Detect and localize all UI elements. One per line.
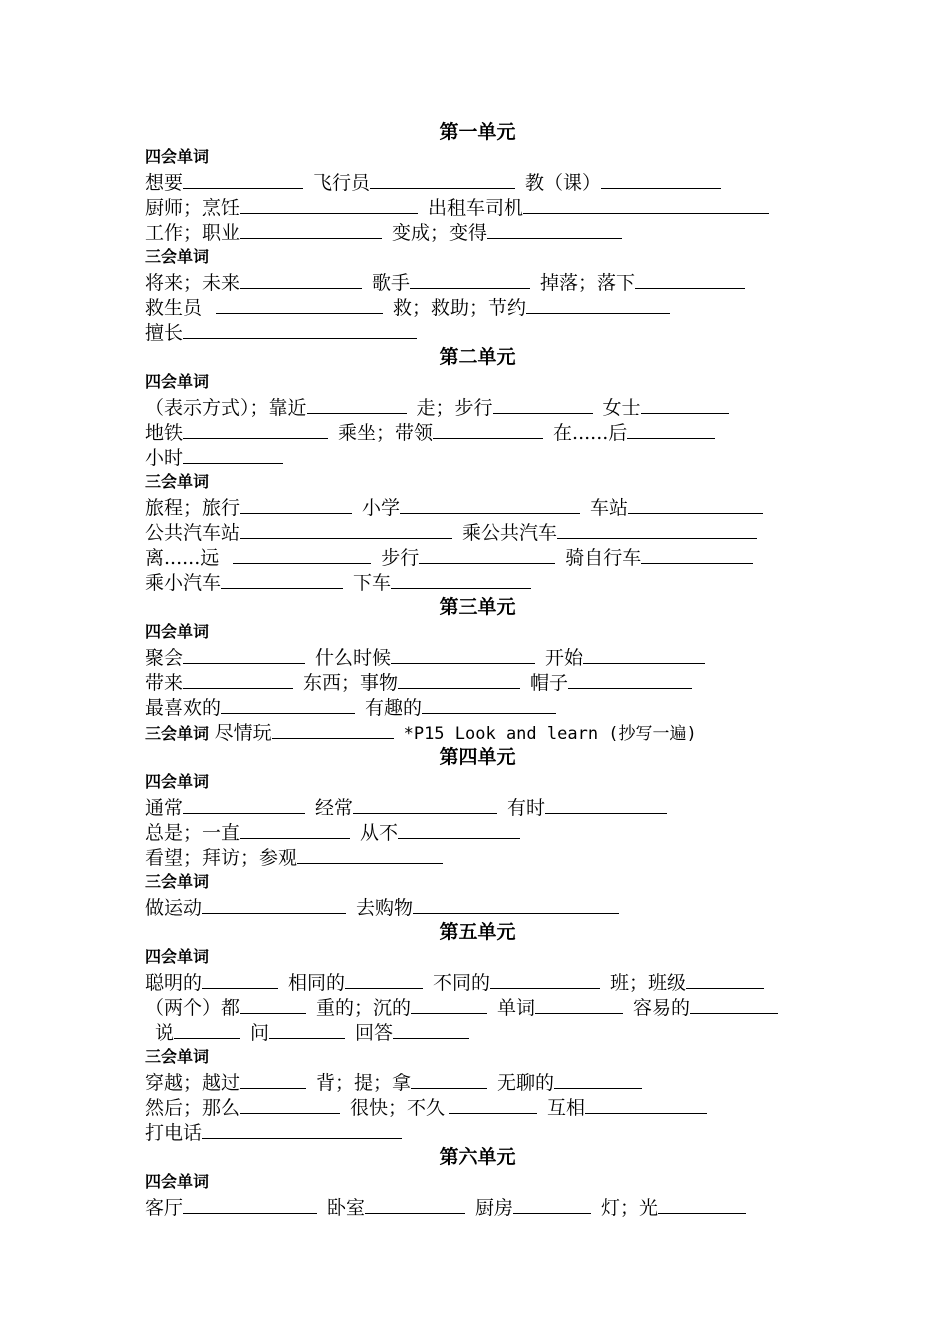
vocab-word: 小学 xyxy=(362,497,401,519)
answer-blank[interactable] xyxy=(628,495,763,514)
vocab-row xyxy=(145,420,810,445)
category-label: 四会单词 xyxy=(145,1172,210,1191)
category-label: 三会单词 xyxy=(145,1047,210,1066)
vocab-row xyxy=(145,1095,810,1120)
category-row xyxy=(145,720,810,745)
answer-blank[interactable] xyxy=(272,720,394,739)
vocab-word: 班；班级 xyxy=(610,972,687,994)
answer-blank[interactable] xyxy=(353,795,497,814)
vocab-word: 掉落；落下 xyxy=(540,272,636,294)
vocab-word: 无聊的 xyxy=(497,1072,555,1094)
vocab-word: 乘小汽车 xyxy=(145,572,222,594)
answer-blank[interactable] xyxy=(686,970,764,989)
category-label: 四会单词 xyxy=(145,622,210,641)
answer-blank[interactable] xyxy=(345,970,423,989)
vocab-row xyxy=(145,170,810,195)
vocab-word: 擅长 xyxy=(145,322,184,344)
vocab-word: 歌手 xyxy=(372,272,411,294)
answer-blank[interactable] xyxy=(690,995,778,1014)
vocab-word: 变成；变得 xyxy=(392,222,488,244)
answer-blank[interactable] xyxy=(240,195,418,214)
vocab-word: 旅程；旅行 xyxy=(145,497,241,519)
vocab-word: 将来；未来 xyxy=(145,272,241,294)
answer-blank[interactable] xyxy=(557,520,757,539)
vocab-word: 步行 xyxy=(381,547,420,569)
answer-blank[interactable] xyxy=(240,820,350,839)
vocab-word: 聪明的 xyxy=(145,972,203,994)
category-label: 三会单词 xyxy=(145,872,210,891)
vocab-word: 救生员 xyxy=(145,297,203,319)
vocab-word: 开始 xyxy=(545,647,584,669)
vocab-row xyxy=(145,995,810,1020)
answer-blank[interactable] xyxy=(585,1095,707,1114)
vocab-row xyxy=(145,695,810,720)
vocab-row xyxy=(145,645,810,670)
worksheet xyxy=(145,120,810,1220)
answer-blank[interactable] xyxy=(398,820,520,839)
unit-title: 第三单元 xyxy=(439,596,516,618)
answer-blank[interactable] xyxy=(411,1070,487,1089)
vocab-word: 飞行员 xyxy=(313,172,371,194)
vocab-word: 帽子 xyxy=(530,672,569,694)
vocab-word: 乘坐；带领 xyxy=(338,422,434,444)
vocab-word: 卧室 xyxy=(327,1197,366,1219)
answer-blank[interactable] xyxy=(583,645,705,664)
vocab-word: 客厅 xyxy=(145,1197,184,1219)
vocab-word: 去购物 xyxy=(356,897,414,919)
answer-blank[interactable] xyxy=(487,220,622,239)
note-text: *P15 Look and learn (抄写一遍) xyxy=(403,724,697,744)
vocab-word: （两个）都 xyxy=(145,997,241,1019)
vocab-word: 灯；光 xyxy=(601,1197,659,1219)
answer-blank[interactable] xyxy=(523,195,769,214)
answer-blank[interactable] xyxy=(216,295,383,314)
vocab-word: 什么时候 xyxy=(315,647,392,669)
answer-blank[interactable] xyxy=(233,545,371,564)
vocab-word: 不同的 xyxy=(433,972,491,994)
vocab-row xyxy=(145,1070,810,1095)
unit-title: 第四单元 xyxy=(439,746,516,768)
vocab-row xyxy=(145,895,810,920)
category-label: 三会单词 xyxy=(145,247,210,266)
answer-blank[interactable] xyxy=(240,1070,306,1089)
vocab-word: 有时 xyxy=(507,797,546,819)
vocab-word: 聚会 xyxy=(145,647,184,669)
answer-blank[interactable] xyxy=(398,670,520,689)
vocab-word: 看望；拜访；参观 xyxy=(145,847,298,869)
answer-blank[interactable] xyxy=(545,795,667,814)
answer-blank[interactable] xyxy=(391,645,535,664)
category-label: 三会单词 xyxy=(145,724,215,743)
answer-blank[interactable] xyxy=(183,420,328,439)
vocab-row xyxy=(145,970,810,995)
vocab-word: 工作；职业 xyxy=(145,222,241,244)
category-label: 四会单词 xyxy=(145,372,210,391)
answer-blank[interactable] xyxy=(269,1020,345,1039)
vocab-word: 很快；不久 xyxy=(350,1097,446,1119)
vocab-word: 在......后 xyxy=(553,422,628,444)
vocab-word: 经常 xyxy=(315,797,354,819)
vocab-row xyxy=(145,270,810,295)
answer-blank[interactable] xyxy=(240,995,306,1014)
vocab-word: 女士 xyxy=(602,397,641,419)
vocab-row xyxy=(145,295,810,320)
vocab-word: 最喜欢的 xyxy=(145,697,222,719)
answer-blank[interactable] xyxy=(526,295,670,314)
answer-blank[interactable] xyxy=(493,395,593,414)
vocab-word: 然后；那么 xyxy=(145,1097,241,1119)
vocab-word: 骑自行车 xyxy=(565,547,642,569)
vocab-row xyxy=(145,1195,810,1220)
answer-blank[interactable] xyxy=(240,495,352,514)
answer-blank[interactable] xyxy=(202,1120,402,1139)
vocab-word: 厨师；烹饪 xyxy=(145,197,241,219)
vocab-word: 回答 xyxy=(355,1022,394,1044)
unit-title: 第一单元 xyxy=(439,121,516,143)
vocab-word: 走；步行 xyxy=(416,397,493,419)
vocab-word: 问 xyxy=(250,1022,270,1044)
vocab-row xyxy=(145,195,810,220)
category-label: 四会单词 xyxy=(145,772,210,791)
vocab-word: 背；提；拿 xyxy=(316,1072,412,1094)
vocab-word: 从不 xyxy=(360,822,399,844)
answer-blank[interactable] xyxy=(513,1195,591,1214)
answer-blank[interactable] xyxy=(240,520,452,539)
unit-title: 第六单元 xyxy=(439,1146,516,1168)
answer-blank[interactable] xyxy=(183,795,305,814)
category-label: 四会单词 xyxy=(145,147,210,166)
vocab-word: 容易的 xyxy=(633,997,691,1019)
vocab-row xyxy=(145,570,810,595)
category-label: 三会单词 xyxy=(145,472,210,491)
vocab-word: 单词 xyxy=(497,997,536,1019)
vocab-row xyxy=(145,1020,810,1045)
answer-blank[interactable] xyxy=(183,170,303,189)
vocab-word: 重的；沉的 xyxy=(316,997,412,1019)
answer-blank[interactable] xyxy=(240,270,362,289)
answer-blank[interactable] xyxy=(422,695,556,714)
vocab-word: 尽情玩 xyxy=(214,722,272,744)
answer-blank[interactable] xyxy=(410,270,530,289)
vocab-word: 做运动 xyxy=(145,897,203,919)
answer-blank[interactable] xyxy=(183,445,283,464)
answer-blank[interactable] xyxy=(183,645,305,664)
answer-blank[interactable] xyxy=(221,570,343,589)
answer-blank[interactable] xyxy=(183,670,293,689)
answer-blank[interactable] xyxy=(490,970,600,989)
unit-title: 第五单元 xyxy=(439,921,516,943)
vocab-word: 总是；一直 xyxy=(145,822,241,844)
vocab-word: 厨房 xyxy=(475,1197,514,1219)
vocab-word: 乘公共汽车 xyxy=(462,522,558,544)
vocab-word: 打电话 xyxy=(145,1122,203,1144)
vocab-row xyxy=(145,1120,810,1145)
answer-blank[interactable] xyxy=(658,1195,746,1214)
vocab-word: 救；救助；节约 xyxy=(393,297,527,319)
answer-blank[interactable] xyxy=(391,570,531,589)
vocab-word: 穿越；越过 xyxy=(145,1072,241,1094)
answer-blank[interactable] xyxy=(411,995,487,1014)
answer-blank[interactable] xyxy=(433,420,543,439)
vocab-row xyxy=(145,545,810,570)
vocab-row xyxy=(145,520,810,545)
vocab-word: 有趣的 xyxy=(365,697,423,719)
answer-blank[interactable] xyxy=(627,420,715,439)
vocab-word: 公共汽车站 xyxy=(145,522,241,544)
answer-blank[interactable] xyxy=(221,695,355,714)
answer-blank[interactable] xyxy=(202,895,346,914)
answer-blank[interactable] xyxy=(183,1195,317,1214)
answer-blank[interactable] xyxy=(641,545,753,564)
vocab-row xyxy=(145,670,810,695)
answer-blank[interactable] xyxy=(635,270,745,289)
vocab-word: 地铁 xyxy=(145,422,184,444)
answer-blank[interactable] xyxy=(419,545,555,564)
answer-blank[interactable] xyxy=(240,1095,340,1114)
vocab-word: 下车 xyxy=(353,572,392,594)
vocab-word: （表示方式）；靠近 xyxy=(145,397,307,419)
vocab-row xyxy=(145,845,810,870)
answer-blank[interactable] xyxy=(413,895,619,914)
vocab-row xyxy=(145,220,810,245)
answer-blank[interactable] xyxy=(174,1020,240,1039)
vocab-word: 通常 xyxy=(145,797,184,819)
vocab-word: 带来 xyxy=(145,672,184,694)
answer-blank[interactable] xyxy=(307,395,407,414)
answer-blank[interactable] xyxy=(641,395,729,414)
vocab-word: 出租车司机 xyxy=(428,197,524,219)
answer-blank[interactable] xyxy=(370,170,515,189)
category-label: 四会单词 xyxy=(145,947,210,966)
answer-blank[interactable] xyxy=(202,970,278,989)
answer-blank[interactable] xyxy=(400,495,580,514)
vocab-word: 离......远 xyxy=(145,547,220,569)
answer-blank[interactable] xyxy=(183,320,417,339)
answer-blank[interactable] xyxy=(449,1095,537,1114)
vocab-row xyxy=(145,445,810,470)
vocab-word: 东西；事物 xyxy=(303,672,399,694)
vocab-word: 小时 xyxy=(145,447,184,469)
vocab-word: 想要 xyxy=(145,172,184,194)
answer-blank[interactable] xyxy=(365,1195,465,1214)
answer-blank[interactable] xyxy=(601,170,721,189)
vocab-row xyxy=(145,495,810,520)
vocab-row xyxy=(145,820,810,845)
vocab-row xyxy=(145,320,810,345)
vocab-word: 车站 xyxy=(590,497,629,519)
answer-blank[interactable] xyxy=(554,1070,642,1089)
vocab-word: 相同的 xyxy=(288,972,346,994)
unit-title: 第二单元 xyxy=(439,346,516,368)
answer-blank[interactable] xyxy=(568,670,692,689)
vocab-word: 互相 xyxy=(547,1097,586,1119)
answer-blank[interactable] xyxy=(535,995,623,1014)
answer-blank[interactable] xyxy=(240,220,382,239)
answer-blank[interactable] xyxy=(297,845,443,864)
answer-blank[interactable] xyxy=(393,1020,469,1039)
vocab-word: 教（课） xyxy=(525,172,602,194)
vocab-row xyxy=(145,395,810,420)
vocab-word: 说 xyxy=(155,1022,175,1044)
vocab-row xyxy=(145,795,810,820)
